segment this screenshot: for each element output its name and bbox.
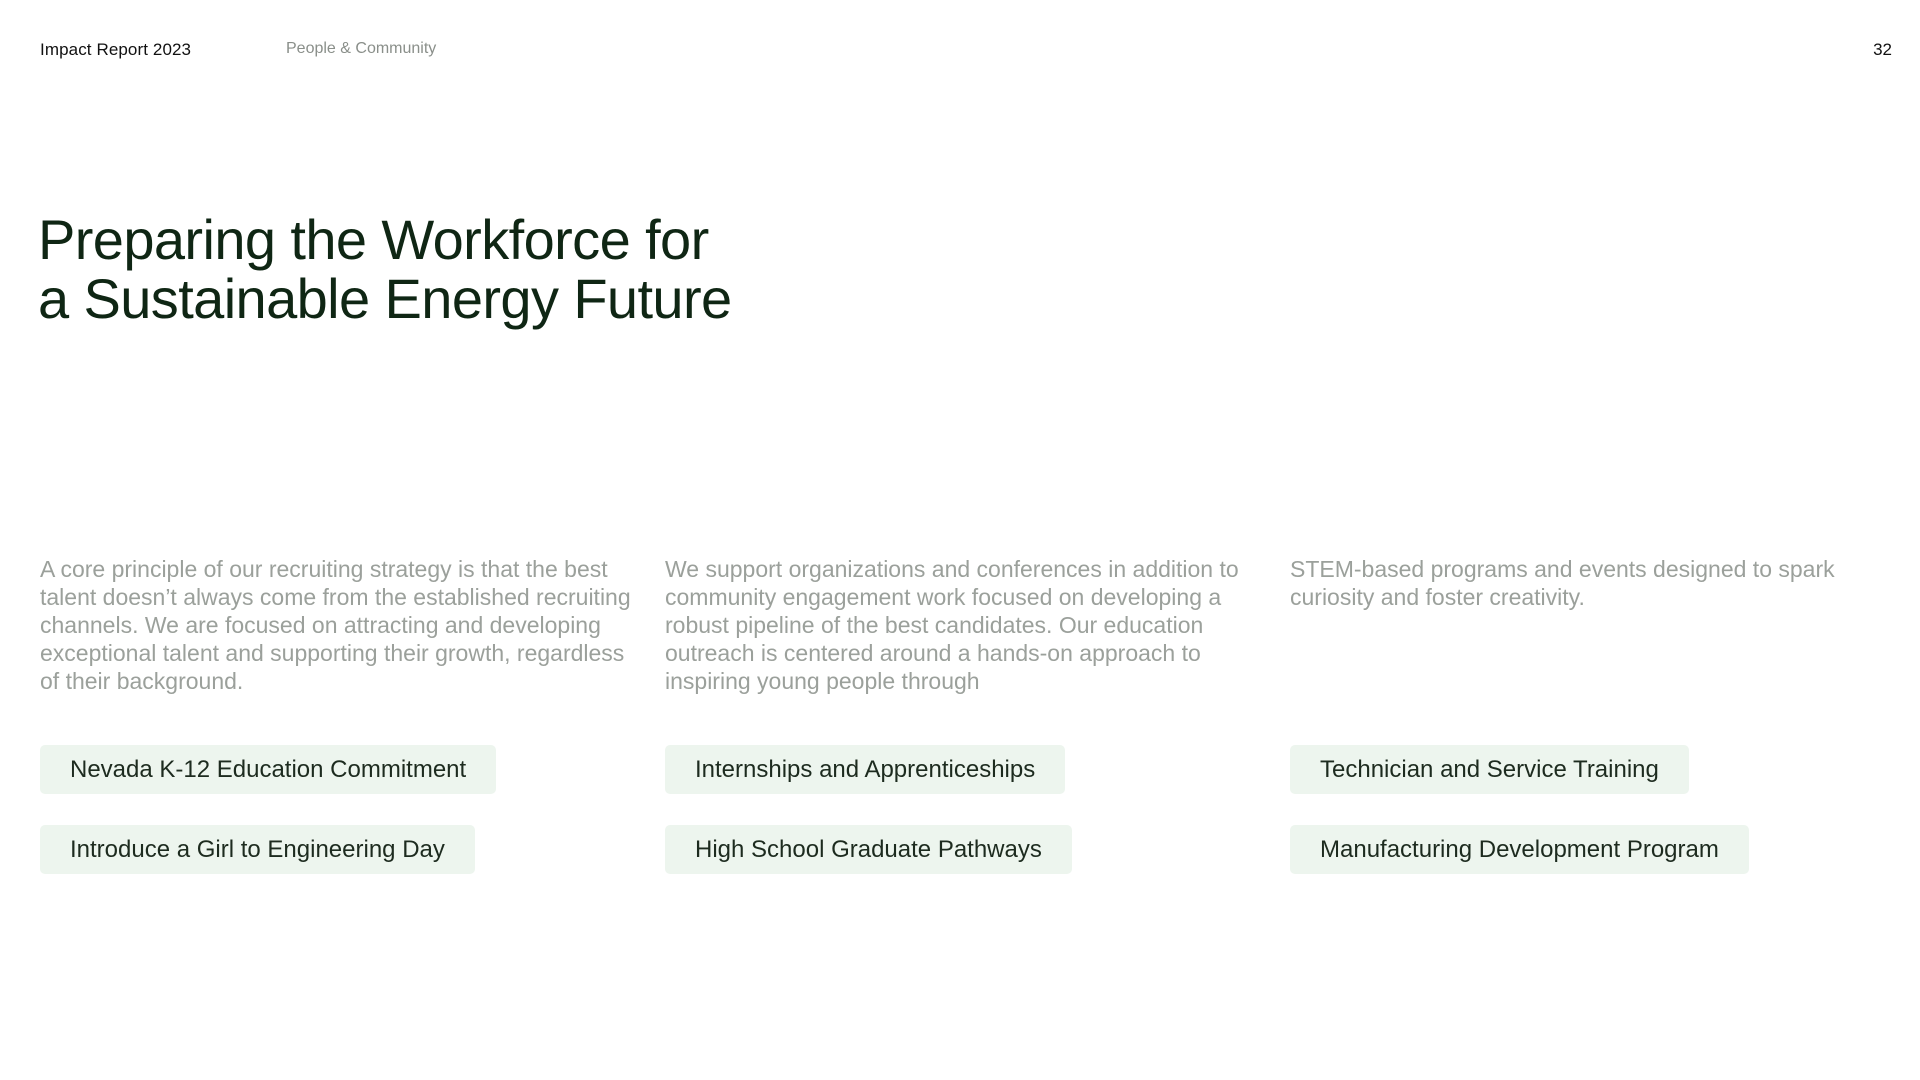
program-tag: Internships and Apprenticeships [665, 745, 1065, 794]
program-tag: Nevada K-12 Education Commitment [40, 745, 496, 794]
section-name: People & Community [286, 40, 437, 57]
program-tag: High School Graduate Pathways [665, 825, 1072, 874]
column-text: A core principle of our recruiting strategy is that the best talent doesn’t always come from the established recruiting channels. We are focused on attracting and developing exceptional talent and supporting their growth, regardless of their background. [40, 556, 631, 694]
page-title [38, 210, 938, 328]
page-number: 32 [1873, 40, 1892, 59]
column-recruiting [40, 555, 640, 863]
page-header [0, 0, 1920, 100]
column-outreach [665, 555, 1265, 863]
page-title-line-2: a Sustainable Energy Future [38, 267, 732, 330]
column-text: We support organizations and conferences in addition to community engagement work focused on developing a robust pipeline of the best candidates. Our education outreach is centered around a hands-on approach to inspiring young people through [665, 556, 1239, 694]
content-columns [40, 555, 1900, 895]
program-tag: Introduce a Girl to Engineering Day [40, 825, 475, 874]
column-text: STEM-based programs and events designed to spark curiosity and foster creativity. [1290, 556, 1835, 610]
column-stem [1290, 555, 1890, 863]
report-title: Impact Report 2023 [40, 40, 192, 59]
page-title-line-1: Preparing the Workforce for [38, 208, 709, 271]
program-tag: Manufacturing Development Program [1290, 825, 1749, 874]
program-tag: Technician and Service Training [1290, 745, 1689, 794]
